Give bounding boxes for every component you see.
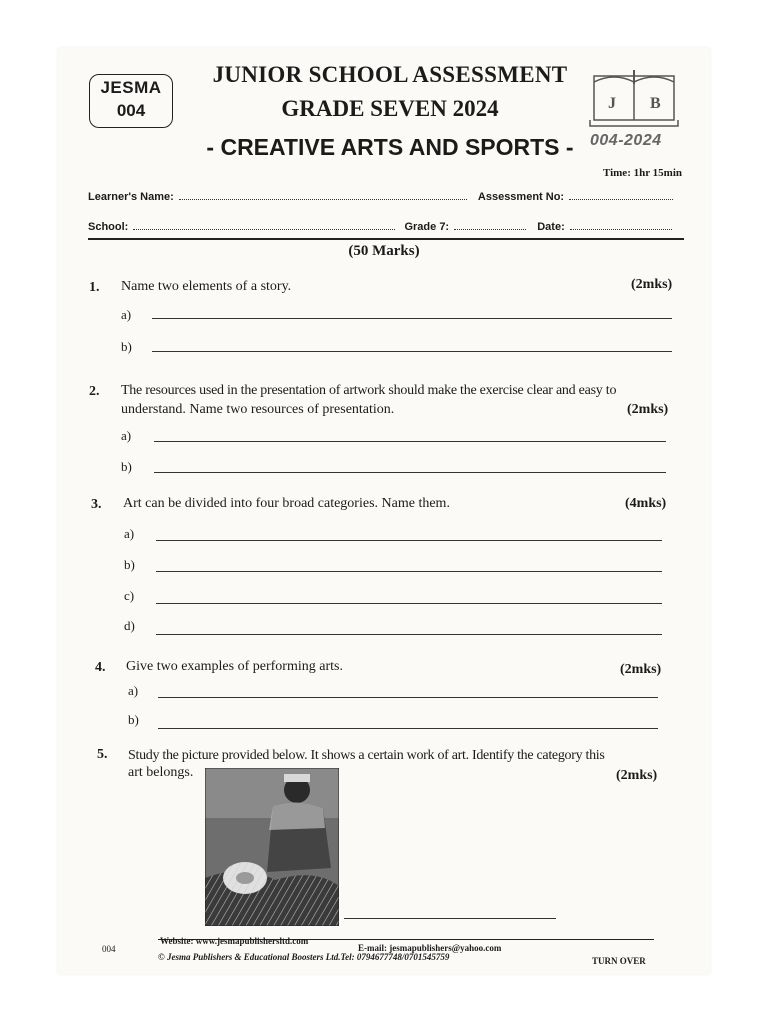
grade-field[interactable] <box>454 222 526 230</box>
assessment-no-label: Assessment No: <box>477 191 565 203</box>
assessment-title: JUNIOR SCHOOL ASSESSMENT <box>212 62 568 87</box>
question-3-option-c: c) <box>124 588 135 603</box>
question-3-answer-c[interactable] <box>156 603 662 604</box>
grade-title: GRADE SEVEN 2024 <box>281 96 499 121</box>
question-1-option-a: a) <box>121 307 132 322</box>
time-allowed: Time: 1hr 15min <box>602 167 682 179</box>
total-marks: (50 Marks) <box>348 243 420 259</box>
logo-letter-b: B <box>650 95 661 112</box>
question-5-text-line2: art belongs. <box>128 765 194 780</box>
question-4-marks: (2mks) <box>620 662 662 677</box>
assessment-no-field[interactable] <box>569 192 673 200</box>
question-4-answer-a[interactable] <box>158 697 658 698</box>
question-1-option-b: b) <box>121 339 132 354</box>
footer-website: Website: www.jesmapublishersltd.com <box>160 936 309 946</box>
basket-weaving-photo <box>205 768 339 926</box>
question-1-number: 1. <box>89 280 100 295</box>
turn-over-label: TURN OVER <box>592 956 646 966</box>
question-4-answer-b[interactable] <box>158 728 658 729</box>
subject-title: - CREATIVE ARTS AND SPORTS - <box>206 134 574 160</box>
question-3-option-b: b) <box>124 557 135 572</box>
date-label: Date: <box>537 221 565 233</box>
question-5-text-line1: Study the picture provided below. It shows a certain work of art. Identify the category this <box>128 748 605 763</box>
question-4-number: 4. <box>95 660 106 675</box>
paper-code-box <box>89 74 173 128</box>
school-field[interactable] <box>133 222 395 230</box>
date-field[interactable] <box>570 222 672 230</box>
question-5-marks: (2mks) <box>616 768 658 783</box>
logo-code: 004-2024 <box>590 132 662 149</box>
question-5-number: 5. <box>97 747 108 762</box>
question-3-number: 3. <box>91 497 102 512</box>
learner-info-row <box>88 191 684 203</box>
footer-copyright: © Jesma Publishers & Educational Boosters Ltd.Tel: 0794677748/0701545759 <box>158 952 450 962</box>
question-3-option-a: a) <box>124 526 135 541</box>
paper-code-name: JESMA <box>100 78 162 97</box>
question-3-text: Art can be divided into four broad categories. Name them. <box>123 496 450 511</box>
question-4-text: Give two examples of performing arts. <box>126 659 343 674</box>
question-2-option-a: a) <box>121 428 132 443</box>
school-info-row <box>88 221 684 233</box>
learner-name-field[interactable] <box>179 192 467 200</box>
grade-label: Grade 7: <box>404 221 450 233</box>
question-4-option-a: a) <box>128 683 139 698</box>
question-3-answer-d[interactable] <box>156 634 662 635</box>
page-code: 004 <box>102 944 116 954</box>
question-3-option-d: d) <box>124 618 135 633</box>
question-2-text-line1: The resources used in the presentation of artwork should make the exercise clear and easy to <box>121 383 617 398</box>
question-2-answer-b[interactable] <box>154 472 666 473</box>
question-4-option-b: b) <box>128 712 139 727</box>
question-3-answer-a[interactable] <box>156 540 662 541</box>
question-1-answer-b[interactable] <box>152 351 672 352</box>
logo-letter-j: J <box>608 95 616 112</box>
question-1-text: Name two elements of a story. <box>121 279 292 294</box>
question-2-option-b: b) <box>121 459 132 474</box>
question-2-text-line2: understand. Name two resources of presentation. <box>121 402 395 417</box>
footer-email: E-mail: jesmapublishers@yahoo.com <box>358 943 502 953</box>
question-2-marks: (2mks) <box>627 402 669 417</box>
question-3-marks: (4mks) <box>625 496 667 511</box>
paper-code-number: 004 <box>116 101 146 120</box>
question-2-number: 2. <box>89 384 100 399</box>
book-logo-icon <box>586 70 682 136</box>
learner-name-label: Learner's Name: <box>88 191 174 203</box>
question-2-answer-a[interactable] <box>154 441 666 442</box>
question-3-answer-b[interactable] <box>156 571 662 572</box>
question-1-answer-a[interactable] <box>152 318 672 319</box>
school-label: School: <box>88 221 129 233</box>
question-1-marks: (2mks) <box>631 277 673 292</box>
header-divider <box>88 238 684 240</box>
question-5-answer[interactable] <box>344 918 556 919</box>
